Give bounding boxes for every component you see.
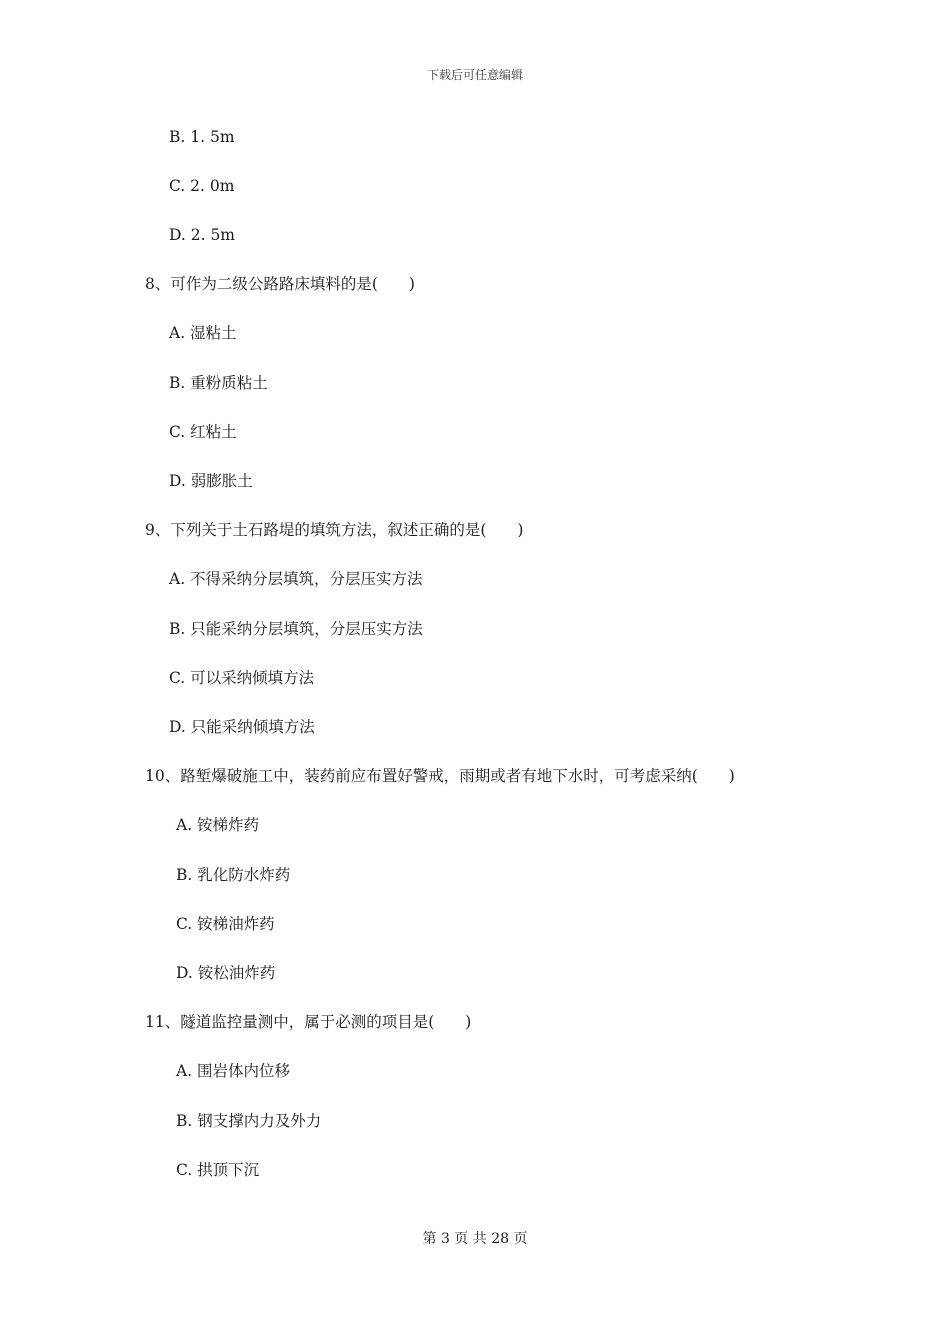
option-11a: A. 围岩体内位移 — [176, 1062, 291, 1080]
page-header: 下载后可任意编辑 — [426, 68, 523, 82]
option-9a: A. 不得采纳分层填筑，分层压实方法 — [169, 570, 423, 588]
option-9d: D. 只能采纳倾填方法 — [169, 718, 315, 736]
option-10a: A. 铵梯炸药 — [176, 816, 260, 834]
option-7d: D. 2. 5m — [169, 226, 236, 244]
option-8a: A. 湿粘土 — [169, 324, 237, 342]
question-9: 9、下列关于土石路堤的填筑方法，叙述正确的是( ) — [145, 521, 524, 539]
option-10d: D. 铵松油炸药 — [176, 964, 276, 982]
option-10b: B. 乳化防水炸药 — [176, 866, 291, 884]
question-8: 8、可作为二级公路路床填料的是( ) — [145, 275, 415, 293]
question-10: 10、路堑爆破施工中，装药前应布置好警戒，雨期或者有地下水时，可考虑采纳( ) — [145, 767, 735, 785]
option-8d: D. 弱膨胀土 — [169, 472, 253, 490]
option-7c: C. 2. 0m — [169, 177, 235, 195]
option-9b: B. 只能采纳分层填筑，分层压实方法 — [169, 620, 423, 638]
option-9c: C. 可以采纳倾填方法 — [169, 669, 315, 687]
option-7b: B. 1. 5m — [169, 128, 235, 146]
option-8b: B. 重粉质粘土 — [169, 374, 268, 392]
option-10c: C. 铵梯油炸药 — [176, 915, 275, 933]
option-11c: C. 拱顶下沉 — [176, 1161, 260, 1179]
option-11b: B. 钢支撑内力及外力 — [176, 1112, 322, 1130]
question-11: 11、隧道监控量测中，属于必测的项目是( ) — [145, 1013, 472, 1031]
option-8c: C. 红粘土 — [169, 423, 237, 441]
page-number: 第 3 页 共 28 页 — [422, 1231, 528, 1247]
